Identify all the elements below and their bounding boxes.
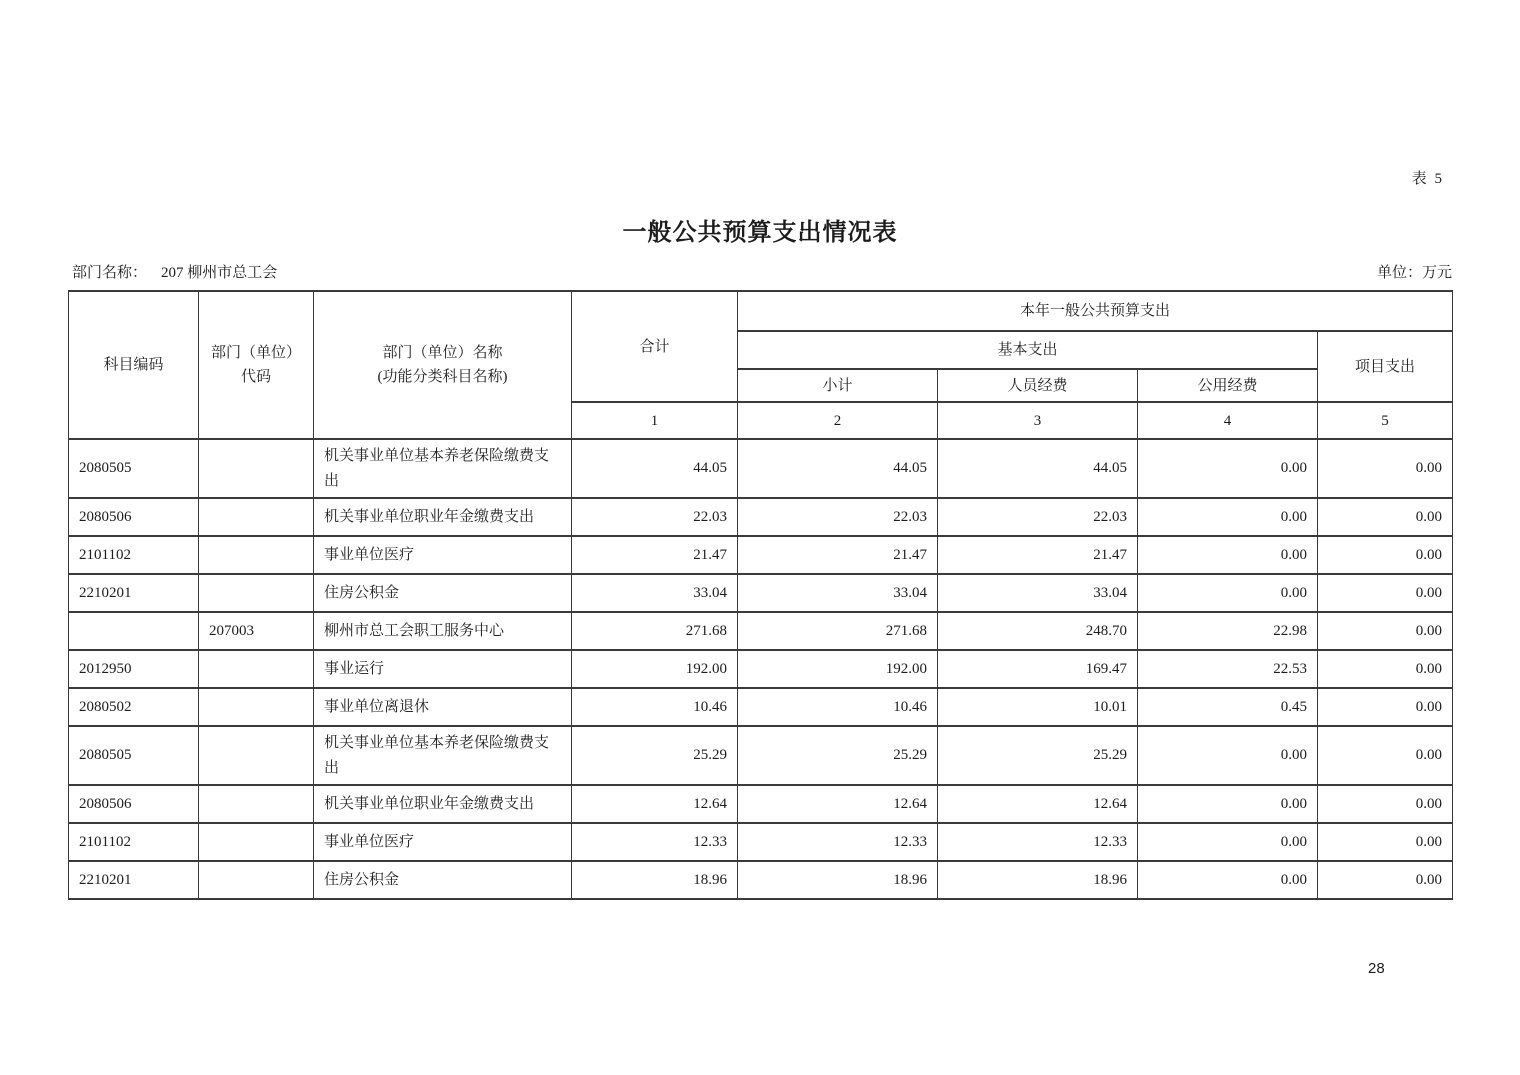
project-cell: 0.00 [1318,785,1453,823]
subtotal-cell: 12.33 [738,823,938,861]
total-cell: 18.96 [572,861,738,899]
department-name-label: 部门名称： [72,265,148,281]
dept-code-cell [199,536,314,574]
table-row [69,439,1453,498]
total-cell: 271.68 [572,612,738,650]
name-cell: 事业单位医疗 [314,536,572,574]
table-meta-row [72,261,1452,282]
personnel-cell: 44.05 [938,439,1138,498]
header-total: 合计 [572,291,738,402]
header-personnel-funds: 人员经费 [938,369,1138,402]
table-row [69,823,1453,861]
personnel-cell: 25.29 [938,726,1138,785]
header-col-number-2: 2 [738,402,938,439]
total-cell: 25.29 [572,726,738,785]
name-cell: 事业单位医疗 [314,823,572,861]
dept-code-cell [199,498,314,536]
personnel-cell: 248.70 [938,612,1138,650]
personnel-cell: 169.47 [938,650,1138,688]
subject-code-cell: 2210201 [69,861,199,899]
table-row [69,861,1453,899]
total-cell: 33.04 [572,574,738,612]
table-number-tag: 表 5 [1411,171,1444,187]
dept-code-cell [199,861,314,899]
project-cell: 0.00 [1318,536,1453,574]
subject-code-cell: 2080502 [69,688,199,726]
subject-code-cell: 2101102 [69,536,199,574]
name-cell: 机关事业单位职业年金缴费支出 [314,785,572,823]
subtotal-cell: 192.00 [738,650,938,688]
table-row [69,785,1453,823]
header-basic-expenditure-group: 基本支出 [738,331,1318,369]
table-row [69,688,1453,726]
public-cell: 22.98 [1138,612,1318,650]
subtotal-cell: 18.96 [738,861,938,899]
name-cell: 柳州市总工会职工服务中心 [314,612,572,650]
subject-code-cell: 2080505 [69,726,199,785]
total-cell: 10.46 [572,688,738,726]
project-cell: 0.00 [1318,612,1453,650]
header-current-year-group: 本年一般公共预算支出 [738,291,1453,331]
subtotal-cell: 25.29 [738,726,938,785]
total-cell: 192.00 [572,650,738,688]
subtotal-cell: 271.68 [738,612,938,650]
project-cell: 0.00 [1318,574,1453,612]
subject-code-cell: 2080506 [69,498,199,536]
dept-code-cell [199,785,314,823]
header-col-number-4: 4 [1138,402,1318,439]
public-cell: 0.00 [1138,439,1318,498]
project-cell: 0.00 [1318,823,1453,861]
total-cell: 12.33 [572,823,738,861]
header-subtotal: 小计 [738,369,938,402]
header-col-number-3: 3 [938,402,1138,439]
subtotal-cell: 10.46 [738,688,938,726]
subject-code-cell: 2080505 [69,439,199,498]
subject-code-cell: 2210201 [69,574,199,612]
public-cell: 0.00 [1138,498,1318,536]
budget-table [68,290,1453,900]
page-title: 一般公共预算支出情况表 [622,220,898,246]
total-cell: 44.05 [572,439,738,498]
total-cell: 22.03 [572,498,738,536]
dept-code-cell [199,688,314,726]
name-cell: 事业单位离退休 [314,688,572,726]
personnel-cell: 33.04 [938,574,1138,612]
subtotal-cell: 33.04 [738,574,938,612]
public-cell: 0.00 [1138,823,1318,861]
subtotal-cell: 44.05 [738,439,938,498]
dept-code-cell [199,726,314,785]
table-row [69,612,1453,650]
public-cell: 0.00 [1138,536,1318,574]
department-name-line [72,261,277,282]
header-project-expenditure: 项目支出 [1318,331,1453,402]
name-cell: 住房公积金 [314,574,572,612]
header-dept-name: 部门（单位）名称 (功能分类科目名称) [314,291,572,439]
public-cell: 0.00 [1138,785,1318,823]
public-cell: 0.00 [1138,726,1318,785]
name-cell: 事业运行 [314,650,572,688]
table-row [69,498,1453,536]
table-row [69,726,1453,785]
subtotal-cell: 22.03 [738,498,938,536]
personnel-cell: 10.01 [938,688,1138,726]
public-cell: 22.53 [1138,650,1318,688]
subject-code-cell: 2012950 [69,650,199,688]
personnel-cell: 21.47 [938,536,1138,574]
project-cell: 0.00 [1318,688,1453,726]
table-row [69,574,1453,612]
public-cell: 0.00 [1138,861,1318,899]
table-row [69,536,1453,574]
subject-code-cell: 2101102 [69,823,199,861]
page-number: 28 [1368,960,1385,977]
project-cell: 0.00 [1318,726,1453,785]
header-col-number-5: 5 [1318,402,1453,439]
project-cell: 0.00 [1318,439,1453,498]
public-cell: 0.45 [1138,688,1318,726]
unit-label: 单位：万元 [1376,265,1452,281]
table-body [69,439,1453,899]
name-cell: 住房公积金 [314,861,572,899]
header-public-funds: 公用经费 [1138,369,1318,402]
dept-code-cell: 207003 [199,612,314,650]
personnel-cell: 22.03 [938,498,1138,536]
subtotal-cell: 12.64 [738,785,938,823]
personnel-cell: 12.33 [938,823,1138,861]
total-cell: 21.47 [572,536,738,574]
dept-code-cell [199,823,314,861]
project-cell: 0.00 [1318,861,1453,899]
header-col-number-1: 1 [572,402,738,439]
dept-code-cell [199,650,314,688]
header-dept-code: 部门（单位） 代码 [199,291,314,439]
table-header [69,291,1453,439]
name-cell: 机关事业单位职业年金缴费支出 [314,498,572,536]
project-cell: 0.00 [1318,650,1453,688]
project-cell: 0.00 [1318,498,1453,536]
personnel-cell: 18.96 [938,861,1138,899]
department-name-value: 207 柳州市总工会 [161,265,278,281]
dept-code-cell [199,439,314,498]
public-cell: 0.00 [1138,574,1318,612]
total-cell: 12.64 [572,785,738,823]
dept-code-cell [199,574,314,612]
table-row [69,650,1453,688]
subject-code-cell [69,612,199,650]
header-subject-code: 科目编码 [69,291,199,439]
personnel-cell: 12.64 [938,785,1138,823]
subject-code-cell: 2080506 [69,785,199,823]
name-cell: 机关事业单位基本养老保险缴费支出 [314,726,572,785]
name-cell: 机关事业单位基本养老保险缴费支出 [314,439,572,498]
subtotal-cell: 21.47 [738,536,938,574]
